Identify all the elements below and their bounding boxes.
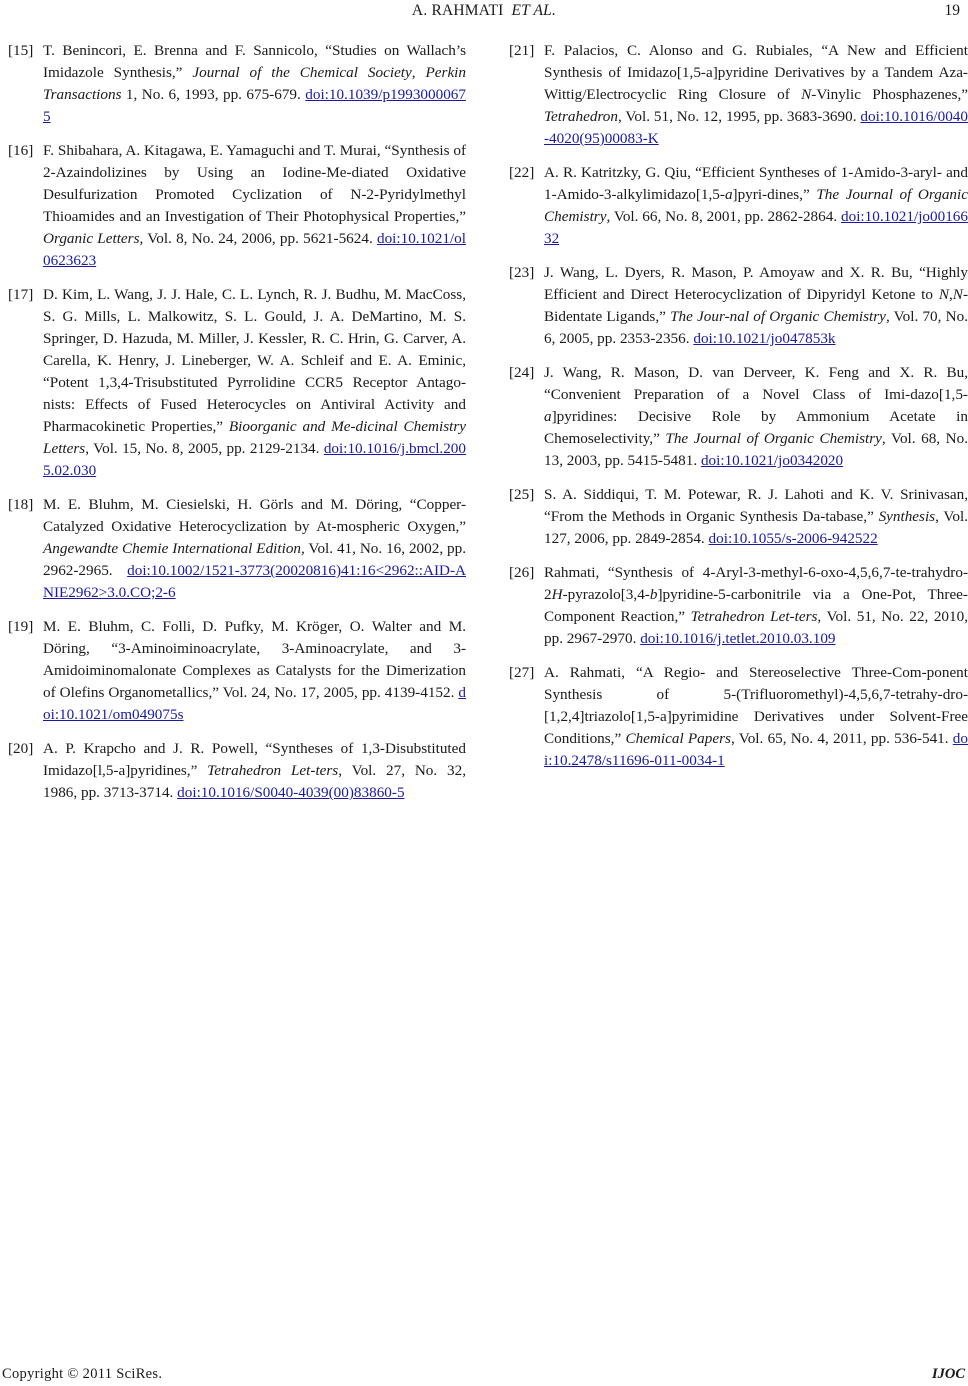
reference-text-segment: S. A. Siddiqui, T. M. Potewar, R. J. Lahoti and K. V. Srinivasan, “From the Methods in Organic Synthesis Da-tabase,” xyxy=(544,486,968,525)
reference-text xyxy=(43,618,466,723)
reference-text-segment: M. E. Bluhm, M. Ciesielski, H. Görls and M. Döring, “Copper-Catalyzed Oxidative Heterocyclization by At-mospheric Oxygen,” xyxy=(43,496,466,535)
page-number: 19 xyxy=(944,2,960,19)
reference-text-segment: Rahmati, “Synthesis of 4-Aryl-3-methyl-6-oxo-4,5,6,7-te-trahydro-2 xyxy=(544,564,968,603)
reference-text-segment: 1, No. 6, 1993, pp. 675-679. xyxy=(121,86,306,103)
reference-text-segment: , Vol. 51, No. 22, 2010, pp. 2967-2970. xyxy=(544,608,968,647)
reference-text-segment: -pyrazolo[3,4- xyxy=(562,586,650,603)
footer-journal: IJOC xyxy=(931,1366,965,1382)
reference-text-segment: , xyxy=(949,286,953,303)
reference-italic-text: a xyxy=(544,408,552,425)
reference-number: [16] xyxy=(8,142,34,159)
reference-text-segment: -Vinylic Phosphazenes,” xyxy=(811,86,968,103)
reference-text-segment: , Vol. 27, No. 32, 1986, pp. 3713-3714. xyxy=(43,762,466,801)
running-title xyxy=(0,2,968,20)
reference-item xyxy=(509,662,968,772)
reference-italic-text: Perkin Transactions xyxy=(43,64,466,103)
reference-italic-text: Tetrahedron Let-ters xyxy=(207,762,339,779)
reference-text-segment: A. Rahmati, “A Regio- and Stereoselective Three-Com-ponent Synthesis of 5-(Trifluoromethyl)-4,5,6,7-tetrahy-dro-[1,2,4]triazolo[1,5-a]pyrimidine Derivatives under Solvent-Free Conditions,” xyxy=(544,664,968,747)
reference-text-segment: , Vol. 65, No. 4, 2011, pp. 536-541. xyxy=(730,730,953,747)
reference-item xyxy=(8,738,466,804)
doi-link[interactable]: doi:10.1016/S0040-4039(00)83860-5 xyxy=(177,784,405,801)
reference-item xyxy=(509,362,968,472)
reference-italic-text: H xyxy=(551,586,563,603)
reference-italic-text: Tetrahedron xyxy=(544,108,618,125)
reference-italic-text: N xyxy=(801,86,812,103)
reference-text-segment: A. R. Katritzky, G. Qiu, “Efficient Syntheses of 1-Amido-3-aryl- and 1-Amido-3-alkylimidazo[1,5- xyxy=(544,164,968,203)
doi-link[interactable]: doi:10.1039/p19930000675 xyxy=(43,86,466,125)
reference-italic-text: The Journal of Organic Chemistry xyxy=(665,430,882,447)
reference-text xyxy=(544,664,968,769)
reference-number: [15] xyxy=(8,42,34,59)
doi-link[interactable]: doi:10.1016/j.tetlet.2010.03.109 xyxy=(640,630,836,647)
reference-text-segment: ]pyridines: Decisive Role by Ammonium Acetate in Chemoselectivity,” xyxy=(544,408,968,447)
reference-text-segment: ]pyridine-5-carbonitrile via a One-Pot, Three-Component Reaction,” xyxy=(544,586,968,625)
reference-text-segment: , Vol. 41, No. 16, 2002, pp. 2962-2965. xyxy=(43,540,466,579)
running-header xyxy=(0,0,968,24)
reference-italic-text: b xyxy=(649,586,658,603)
reference-text-segment: , Vol. 15, No. 8, 2005, pp. 2129-2134. xyxy=(85,440,324,457)
reference-item xyxy=(509,40,968,150)
reference-italic-text: Journal of the Chemical Society xyxy=(192,64,412,81)
reference-italic-text: Synthesis xyxy=(878,508,936,525)
reference-number: [24] xyxy=(509,364,535,381)
reference-text-segment: , Vol. 127, 2006, pp. 2849-2854. xyxy=(544,508,968,547)
reference-number: [27] xyxy=(509,664,535,681)
reference-italic-text: N xyxy=(938,286,949,303)
footer-copyright: Copyright © 2011 SciRes. xyxy=(2,1366,163,1382)
reference-item xyxy=(509,262,968,350)
reference-number: [21] xyxy=(509,42,535,59)
reference-text xyxy=(544,42,968,147)
header-et-al: ET AL. xyxy=(511,2,557,19)
reference-text xyxy=(544,564,968,647)
reference-text-segment: F. Shibahara, A. Kitagawa, E. Yamaguchi and T. Murai, “Synthesis of 2-Azaindolizines by Using an Iodine-Me-diated Oxidative Desulfurization Promoted Cyclization of N-2-Pyridylmethyl Thioamides and an Investigation of Their Photophysical Properties,” xyxy=(43,142,466,225)
reference-italic-text: a xyxy=(724,186,733,203)
reference-text xyxy=(544,164,968,247)
reference-text-segment: -Bidentate Ligands,” xyxy=(544,286,968,325)
reference-italic-text: The Jour-nal of Organic Chemistry xyxy=(670,308,886,325)
doi-link[interactable]: doi:10.1021/ol0623623 xyxy=(43,230,466,269)
reference-number: [20] xyxy=(8,740,34,757)
reference-item xyxy=(8,616,466,726)
reference-item xyxy=(8,284,466,482)
reference-italic-text: N xyxy=(952,286,963,303)
references-right-column xyxy=(509,40,968,784)
reference-italic-text: Organic Letters xyxy=(43,230,140,247)
doi-link[interactable]: doi:10.1016/j.bmcl.2005.02.030 xyxy=(43,440,466,479)
reference-text-segment: , Vol. 8, No. 24, 2006, pp. 5621-5624. xyxy=(139,230,377,247)
doi-link[interactable]: doi:10.1002/1521-3773(20020816)41:16<2962::AID-ANIE2962>3.0.CO;2-6 xyxy=(43,562,466,601)
reference-item xyxy=(509,162,968,250)
reference-text xyxy=(43,740,466,801)
doi-link[interactable]: doi:10.1021/jo047853k xyxy=(693,330,836,347)
reference-text xyxy=(43,142,466,269)
reference-number: [26] xyxy=(509,564,535,581)
doi-link[interactable]: doi:10.1021/om049075s xyxy=(43,684,466,723)
reference-italic-text: The Journal of Organic Chemistry xyxy=(544,186,968,225)
doi-link[interactable]: doi:10.1021/jo0342020 xyxy=(700,452,844,469)
reference-text xyxy=(43,496,466,601)
reference-text-segment: D. Kim, L. Wang, J. J. Hale, C. L. Lynch, R. J. Budhu, M. MacCoss, S. G. Mills, L. Malkowitz, S. L. Gould, J. A. DeMartino, M. S. Springer, D. Hazuda, M. Miller, J. Kessler, R. C. Hrin, G. Carver, A. Carella, K. Henry, J. Lineberger, W. A. Schleif and E. A. Eminic, “Potent 1,3,4-Trisubstituted Pyrrolidine CCR5 Receptor Antago-nists: Effects of Fused Heterocycles on Antiviral Activity and Pharmacokinetic Properties,” xyxy=(43,286,466,435)
reference-italic-text: Bioorganic and Me-dicinal Chemistry Letters xyxy=(43,418,466,457)
header-author: A. RAHMATI xyxy=(411,2,504,19)
references-left-column xyxy=(8,40,466,816)
reference-text xyxy=(544,264,968,347)
reference-text-segment: F. Palacios, C. Alonso and G. Rubiales, “A New and Efficient Synthesis of Imidazo[1,5-a]pyridine Derivatives by a Tandem Aza-Wittig/Electrocyclic Ring Closure of xyxy=(544,42,968,103)
doi-link[interactable]: doi:10.1055/s-2006-942522 xyxy=(708,530,878,547)
doi-link[interactable]: doi:10.2478/s11696-011-0034-1 xyxy=(544,730,968,769)
reference-item xyxy=(509,484,968,550)
reference-text xyxy=(544,364,968,469)
reference-item xyxy=(8,140,466,272)
reference-text-segment: , Vol. 68, No. 13, 2003, pp. 5415-5481. xyxy=(544,430,968,469)
reference-text-segment: , Vol. 70, No. 6, 2005, pp. 2353-2356. xyxy=(544,308,968,347)
reference-text-segment: M. E. Bluhm, C. Folli, D. Pufky, M. Kröger, O. Walter and M. Döring, “3-Aminoiminoacrylate, 3-Aminoacrylate, and 3-Amidoiminomalonate Complexes as Catalysts for the Dimerization of Olefins Organometallics,” Vol. 24, No. 17, 2005, pp. 4139-4152. xyxy=(43,618,466,701)
reference-italic-text: Angewandte Chemie International Edition xyxy=(43,540,302,557)
doi-link[interactable]: doi:10.1021/jo0016632 xyxy=(544,208,968,247)
reference-number: [25] xyxy=(509,486,535,503)
doi-link[interactable]: doi:10.1016/0040-4020(95)00083-K xyxy=(544,108,968,147)
reference-text-segment: J. Wang, L. Dyers, R. Mason, P. Amoyaw and X. R. Bu, “Highly Efficient and Direct Heterocyclization of Dipyridyl Ketone to xyxy=(544,264,968,303)
reference-number: [22] xyxy=(509,164,535,181)
reference-text xyxy=(544,486,968,547)
reference-number: [17] xyxy=(8,286,34,303)
reference-text-segment: T. Benincori, E. Brenna and F. Sannicolo, “Studies on Wallach’s Imidazole Synthesis,” xyxy=(43,42,466,81)
reference-italic-text: Tetrahedron Let-ters xyxy=(690,608,818,625)
reference-italic-text: Chemical Papers xyxy=(625,730,731,747)
reference-number: [19] xyxy=(8,618,34,635)
reference-item xyxy=(509,562,968,650)
reference-text-segment: ]pyri-dines,” xyxy=(732,186,817,203)
reference-text xyxy=(43,286,466,479)
reference-text-segment: , xyxy=(411,64,426,81)
reference-number: [18] xyxy=(8,496,34,513)
reference-text-segment: A. P. Krapcho and J. R. Powell, “Syntheses of 1,3-Disubstituted Imidazo[l,5-a]pyridines,” xyxy=(43,740,466,779)
reference-text-segment: , Vol. 66, No. 8, 2001, pp. 2862-2864. xyxy=(606,208,841,225)
reference-item xyxy=(8,40,466,128)
reference-item xyxy=(8,494,466,604)
reference-text-segment: J. Wang, R. Mason, D. van Derveer, K. Feng and X. R. Bu, “Convenient Preparation of a Novel Class of Imi-dazo[1,5- xyxy=(544,364,968,403)
page-footer xyxy=(0,1366,968,1386)
reference-number: [23] xyxy=(509,264,535,281)
reference-text-segment: , Vol. 51, No. 12, 1995, pp. 3683-3690. xyxy=(617,108,861,125)
reference-text xyxy=(43,42,466,125)
